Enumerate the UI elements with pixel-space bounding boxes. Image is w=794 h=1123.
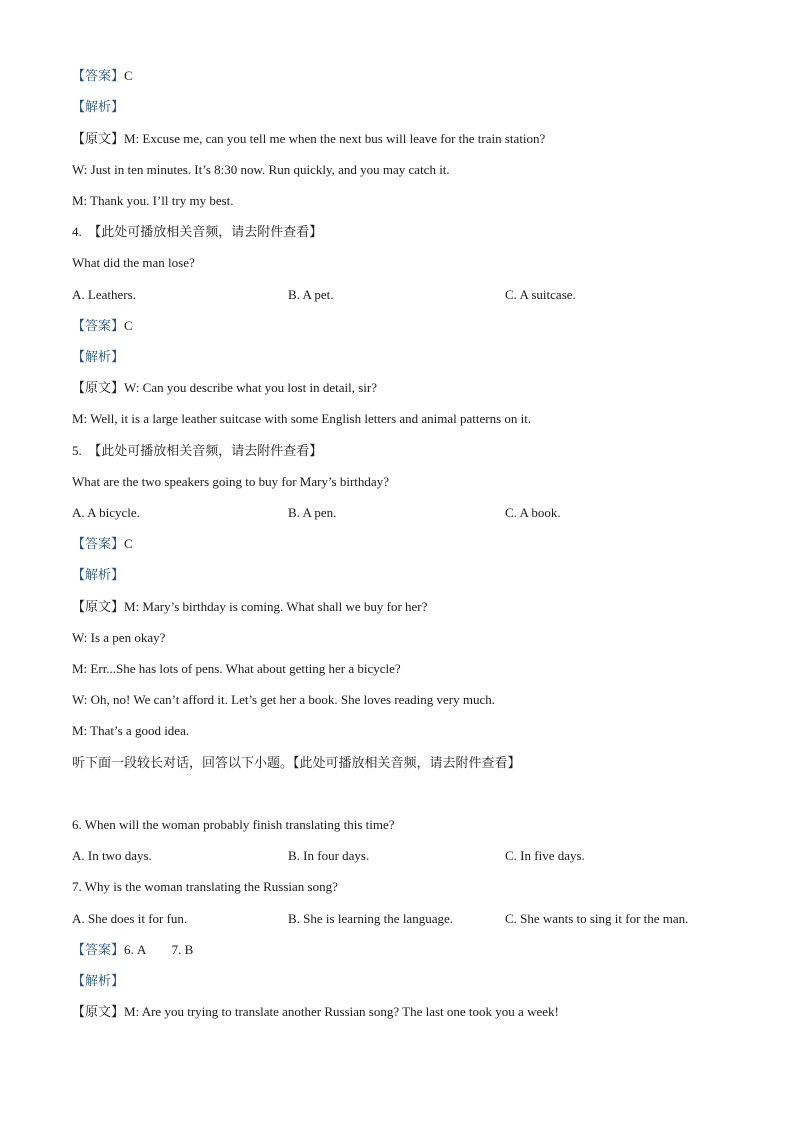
q3-analysis-line bbox=[72, 99, 124, 115]
q3-answer-line bbox=[72, 68, 133, 84]
q67-original-text: M: Are you trying to translate another Russian song? The last one took you a week! bbox=[124, 1004, 559, 1019]
original-label: 【原文】 bbox=[72, 600, 125, 615]
answer-label: 【答案】 bbox=[72, 537, 125, 552]
q5-original-text: M: Mary’s birthday is coming. What shall we buy for her? bbox=[124, 599, 428, 614]
q3-dialog-line: M: Thank you. I’ll try my best. bbox=[72, 193, 234, 208]
original-label: 【原文】 bbox=[72, 381, 125, 396]
q3-original-text: M: Excuse me, can you tell me when the next bus will leave for the train station? bbox=[124, 131, 546, 146]
q3-dialog-line: W: Just in ten minutes. It’s 8:30 now. Run quickly, and you may catch it. bbox=[72, 162, 450, 177]
q6-option-b: B. In four days. bbox=[288, 848, 370, 863]
q4-answer: C bbox=[124, 318, 133, 333]
q67-answer: 6. A 7. B bbox=[124, 942, 194, 957]
q4-option-b: B. A pet. bbox=[288, 287, 334, 302]
q3-original-line bbox=[72, 131, 545, 147]
audio-note: 【此处可播放相关音频，请去附件查看】 bbox=[293, 756, 521, 771]
analysis-label: 【解析】 bbox=[72, 568, 125, 583]
q5-number: 5. bbox=[72, 443, 82, 458]
analysis-label: 【解析】 bbox=[72, 100, 125, 115]
answer-label: 【答案】 bbox=[72, 319, 125, 334]
q5-option-c: C. A book. bbox=[505, 505, 561, 520]
answer-label: 【答案】 bbox=[72, 69, 125, 84]
section-intro bbox=[72, 755, 521, 771]
q6-question: 6. When will the woman probably finish translating this time? bbox=[72, 817, 395, 832]
q4-original-line bbox=[72, 380, 377, 396]
section-intro-text: 听下面一段较长对话，回答以下小题。 bbox=[72, 756, 294, 771]
original-label: 【原文】 bbox=[72, 1005, 125, 1020]
q5-answer: C bbox=[124, 536, 133, 551]
analysis-label: 【解析】 bbox=[72, 350, 125, 365]
q4-option-c: C. A suitcase. bbox=[505, 287, 576, 302]
q7-option-c: C. She wants to sing it for the man. bbox=[505, 911, 689, 926]
q5-answer-line bbox=[72, 536, 133, 552]
q5-heading bbox=[72, 443, 322, 459]
q4-number: 4. bbox=[72, 224, 82, 239]
q7-question: 7. Why is the woman translating the Russian song? bbox=[72, 879, 338, 894]
q5-dialog-line: M: That’s a good idea. bbox=[72, 723, 190, 738]
q67-analysis-line bbox=[72, 973, 124, 989]
q4-original-text: W: Can you describe what you lost in detail, sir? bbox=[124, 380, 377, 395]
q5-option-b: B. A pen. bbox=[288, 505, 337, 520]
q7-option-a: A. She does it for fun. bbox=[72, 911, 188, 926]
q5-original-line bbox=[72, 599, 427, 615]
q5-analysis-line bbox=[72, 567, 124, 583]
analysis-label: 【解析】 bbox=[72, 974, 125, 989]
q5-dialog-line: W: Is a pen okay? bbox=[72, 630, 166, 645]
audio-note: 【此处可播放相关音频，请去附件查看】 bbox=[88, 444, 323, 459]
q4-question: What did the man lose? bbox=[72, 255, 195, 270]
q4-answer-line bbox=[72, 318, 133, 334]
q7-option-b: B. She is learning the language. bbox=[288, 911, 453, 926]
q4-heading bbox=[72, 224, 322, 240]
q5-option-a: A. A bicycle. bbox=[72, 505, 140, 520]
q67-answer-line bbox=[72, 942, 193, 958]
q4-analysis-line bbox=[72, 349, 124, 365]
q5-dialog-line: M: Err...She has lots of pens. What about getting her a bicycle? bbox=[72, 661, 401, 676]
original-label: 【原文】 bbox=[72, 132, 125, 147]
q5-dialog-line: W: Oh, no! We can’t afford it. Let’s get her a book. She loves reading very much. bbox=[72, 692, 496, 707]
q5-question: What are the two speakers going to buy for Mary’s birthday? bbox=[72, 474, 389, 489]
q3-answer: C bbox=[124, 68, 133, 83]
q6-option-c: C. In five days. bbox=[505, 848, 585, 863]
audio-note: 【此处可播放相关音频，请去附件查看】 bbox=[88, 225, 323, 240]
q6-option-a: A. In two days. bbox=[72, 848, 152, 863]
answer-label: 【答案】 bbox=[72, 943, 125, 958]
q67-original-line bbox=[72, 1004, 559, 1020]
q4-dialog-line: M: Well, it is a large leather suitcase with some English letters and animal patterns on it. bbox=[72, 411, 532, 426]
q4-option-a: A. Leathers. bbox=[72, 287, 136, 302]
